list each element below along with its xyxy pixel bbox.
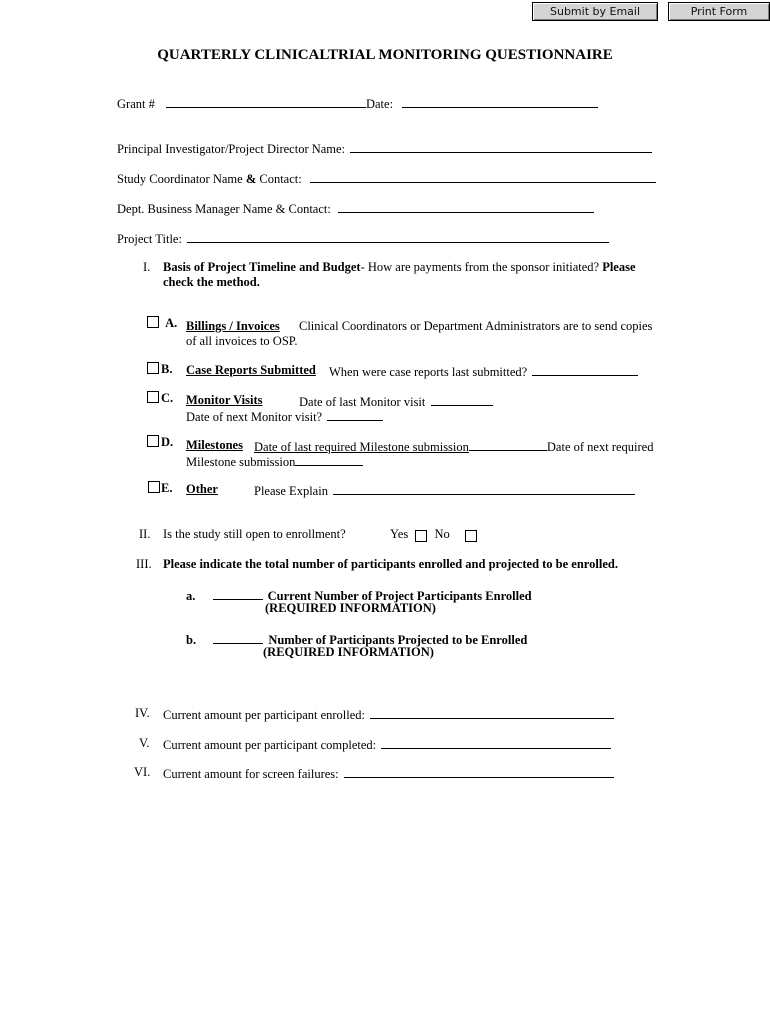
business-input[interactable]	[338, 200, 594, 213]
option-c-title: Monitor Visits	[186, 393, 263, 407]
section-2-question: Is the study still open to enrollment?	[163, 527, 346, 541]
option-a-text: Clinical Coordinators or Department Administrators are to send copies	[299, 319, 653, 333]
amount-screen-failures-input[interactable]	[344, 765, 614, 778]
option-c-text: Date of last Monitor visit	[299, 393, 493, 410]
last-milestone-input[interactable]	[469, 438, 547, 451]
section-3-number: III.	[136, 557, 152, 571]
option-d: D.	[147, 435, 173, 450]
case-reports-date-input[interactable]	[532, 363, 638, 376]
option-d-title: Milestones	[186, 438, 243, 452]
option-c-text-2: Date of next Monitor visit?	[186, 408, 383, 425]
billings-invoices-checkbox[interactable]	[147, 316, 159, 328]
form-title: QUARTERLY CLINICALTRIAL MONITORING QUESTIONNAIRE	[157, 47, 613, 63]
participants-projected-row: b. Number of Participants Projected to be Enrolled	[186, 633, 528, 647]
project-title-row	[117, 230, 609, 247]
section-1-check-note: check the method.	[163, 275, 260, 289]
case-reports-checkbox[interactable]	[147, 362, 159, 374]
enrollment-yes	[390, 527, 477, 542]
option-e-title: Other	[186, 482, 218, 496]
no-label: No	[434, 527, 450, 541]
section-2-number: II.	[139, 527, 151, 541]
coordinator-label: Study Coordinator Name & Contact:	[117, 172, 302, 186]
print-form-button[interactable]: Print Form	[668, 2, 770, 21]
coordinator-row	[117, 170, 656, 187]
enrollment-no-checkbox[interactable]	[465, 530, 477, 542]
milestones-checkbox[interactable]	[147, 435, 159, 447]
section-3-heading: Please indicate the total number of participants enrolled and projected to be enrolled.	[163, 557, 618, 571]
option-c: C.	[147, 391, 173, 406]
section-6-number: VI.	[134, 765, 151, 779]
participants-projected-required: (REQUIRED INFORMATION)	[263, 645, 434, 659]
option-a-title: Billings / Invoices	[186, 319, 280, 333]
date-input[interactable]	[402, 95, 598, 108]
coordinator-input[interactable]	[310, 170, 656, 183]
pi-label: Principal Investigator/Project Director Name:	[117, 142, 346, 156]
next-monitor-visit-input[interactable]	[327, 408, 383, 421]
grant-label: Grant #	[117, 97, 155, 111]
other-checkbox[interactable]	[148, 481, 160, 493]
option-a-text-2: of all invoices to OSP.	[186, 334, 298, 348]
option-e: E.	[148, 481, 172, 496]
option-b-text: When were case reports last submitted?	[329, 363, 638, 380]
section-5-number: V.	[139, 736, 150, 750]
participants-projected-input[interactable]	[213, 631, 263, 644]
amount-enrolled-row: Current amount per participant enrolled:	[163, 706, 614, 723]
business-label: Dept. Business Manager Name & Contact:	[117, 202, 331, 216]
pi-row	[117, 140, 652, 157]
option-e-text: Please Explain	[254, 482, 635, 499]
option-d-text-2: Milestone submission	[186, 453, 363, 470]
option-d-text: Date of last required Milestone submission Date of next required	[254, 440, 654, 454]
grant-row	[117, 95, 598, 112]
participants-enrolled-required: (REQUIRED INFORMATION)	[265, 601, 436, 615]
project-title-label: Project Title:	[117, 232, 182, 246]
amount-completed-row: Current amount per participant completed:	[163, 736, 611, 753]
section-4-number: IV.	[135, 706, 150, 720]
other-explain-input[interactable]	[333, 482, 635, 495]
amount-completed-input[interactable]	[381, 736, 611, 749]
next-milestone-input[interactable]	[295, 453, 363, 466]
section-1-number: I.	[143, 260, 151, 274]
enrollment-yes-checkbox[interactable]	[415, 530, 427, 542]
last-monitor-visit-input[interactable]	[431, 393, 493, 406]
project-title-input[interactable]	[187, 230, 609, 243]
pi-input[interactable]	[350, 140, 652, 153]
option-b-title: Case Reports Submitted	[186, 363, 316, 377]
date-label: Date:	[365, 97, 394, 111]
amount-enrolled-input[interactable]	[370, 706, 614, 719]
grant-input[interactable]	[166, 95, 366, 108]
submit-by-email-button[interactable]: Submit by Email	[532, 2, 658, 21]
amount-screen-failures-row: Current amount for screen failures:	[163, 765, 614, 782]
business-row	[117, 200, 594, 217]
section-1-heading: Basis of Project Timeline and Budget- How are payments from the sponsor initiated? Please	[163, 260, 636, 274]
yes-label: Yes	[390, 527, 409, 541]
monitor-visits-checkbox[interactable]	[147, 391, 159, 403]
option-a: A.	[147, 316, 177, 331]
participants-enrolled-input[interactable]	[213, 587, 263, 600]
participants-enrolled-row: a. Current Number of Project Participants Enrolled	[186, 589, 532, 603]
option-b: B.	[147, 362, 172, 377]
